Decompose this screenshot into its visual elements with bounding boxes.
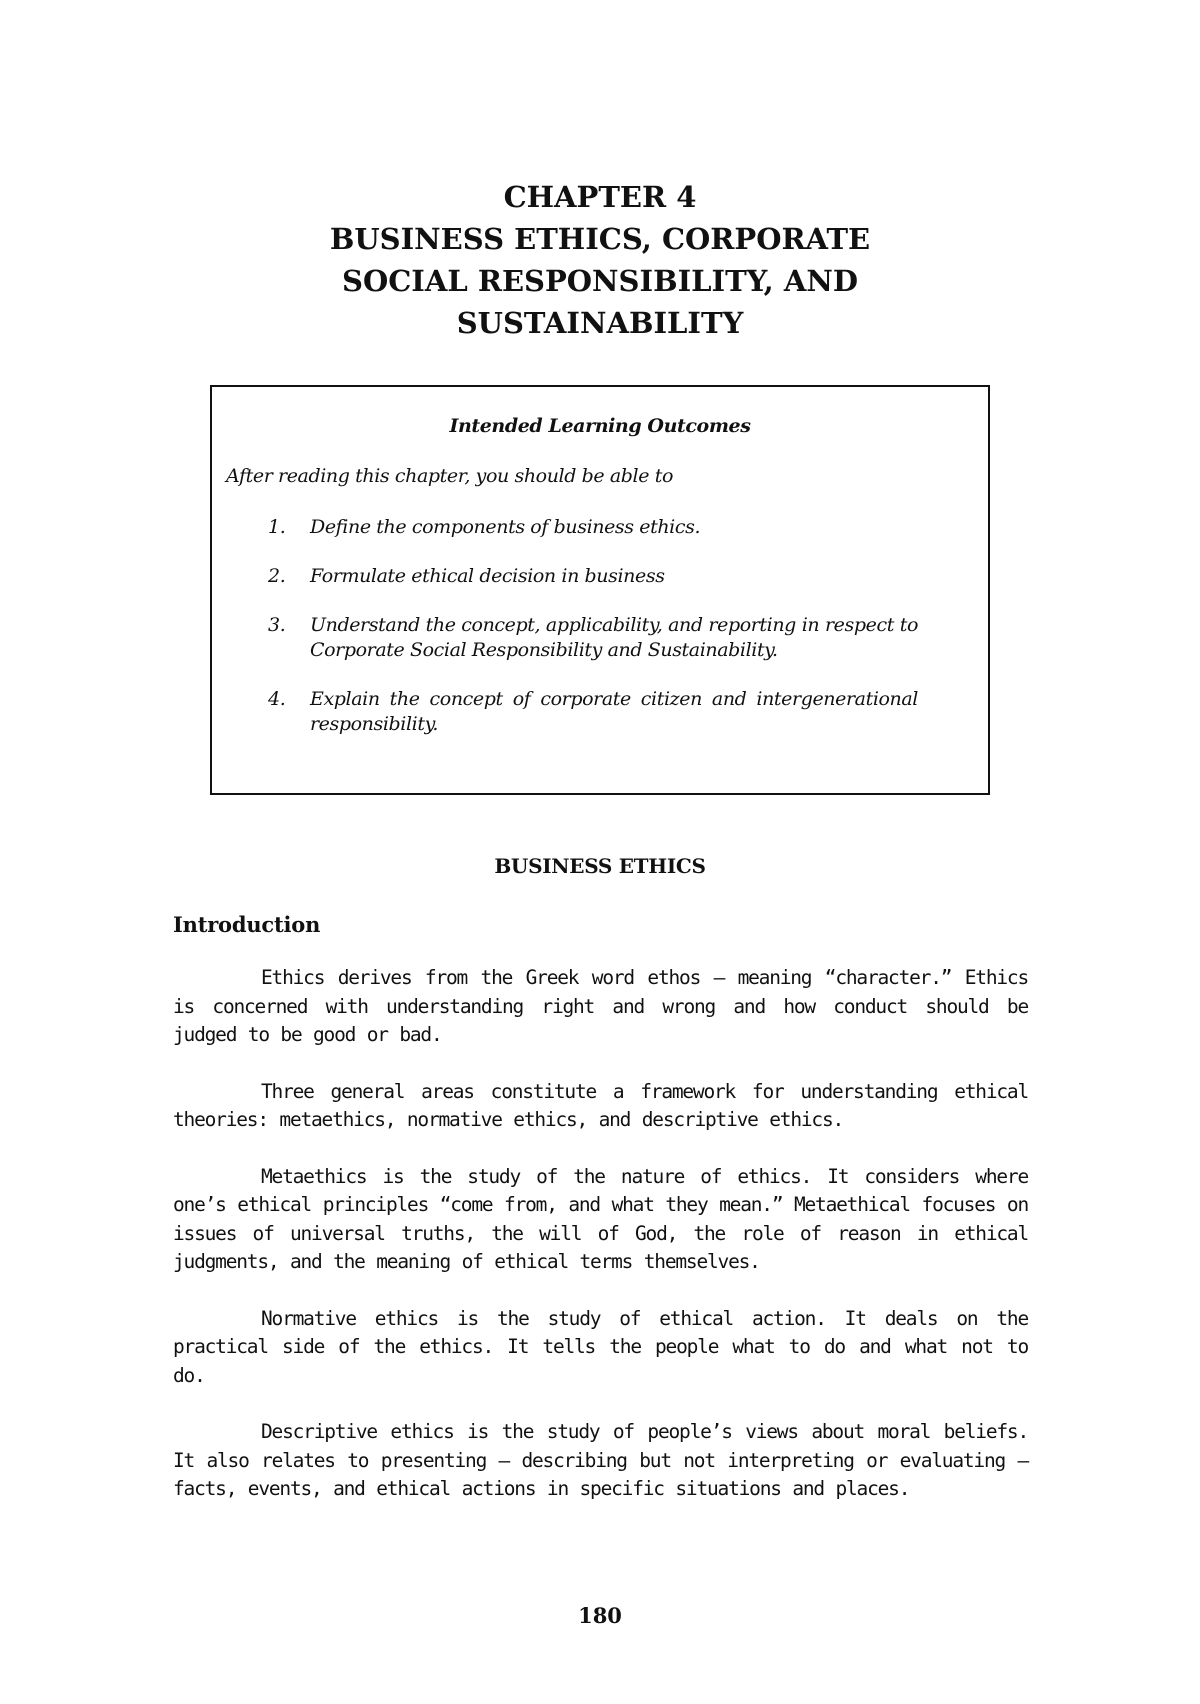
section-title: BUSINESS ETHICS — [494, 854, 706, 878]
learning-outcome-number: 4. — [268, 688, 286, 710]
learning-outcomes-box — [210, 385, 990, 795]
learning-outcome-number: 2. — [268, 565, 286, 587]
learning-outcomes-list — [268, 515, 918, 761]
learning-outcome-item — [268, 613, 918, 663]
learning-outcome-text: Formulate ethical decision in business — [310, 565, 665, 587]
chapter-title-line-3: SUSTAINABILITY — [456, 306, 744, 340]
chapter-number: CHAPTER 4 — [503, 180, 697, 214]
learning-outcomes-intro: After reading this chapter, you should be able to — [226, 465, 673, 487]
chapter-title — [170, 176, 1030, 344]
paragraph: Ethics derives from the Greek word ethos – meaning “character.” Ethics is concerned with understanding right and wrong and how conduct should be judged to be good or bad. — [173, 966, 1028, 1046]
section-subheading: Introduction — [173, 912, 321, 937]
learning-outcome-text: Define the components of business ethics. — [310, 516, 701, 538]
paragraph: Three general areas constitute a framework for understanding ethical theories: metaethics, normative ethics, and descriptive ethics. — [173, 1079, 1028, 1131]
chapter-title-line-1: BUSINESS ETHICS, CORPORATE — [329, 222, 871, 256]
paragraph: Normative ethics is the study of ethical action. It deals on the practical side of the ethics. It tells the people what to do and what not to do. — [173, 1306, 1028, 1387]
paragraph: Metaethics is the study of the nature of ethics. It considers where one’s ethical principles “come from, and what they mean.” Metaethical focuses on issues of universal truths, the will of God, the role of reason in ethical judgments, and the meaning of ethical terms themselves. — [173, 1164, 1028, 1273]
learning-outcomes-heading: Intended Learning Outcomes — [449, 415, 751, 437]
learning-outcome-item — [268, 564, 918, 589]
chapter-title-line-2: SOCIAL RESPONSIBILITY, AND — [342, 264, 858, 298]
body-text — [173, 964, 1028, 1532]
learning-outcome-item — [268, 687, 918, 737]
page-number: 180 — [578, 1603, 622, 1628]
learning-outcome-number: 3. — [268, 614, 286, 636]
learning-outcome-item — [268, 515, 918, 540]
learning-outcome-number: 1. — [268, 516, 286, 538]
paragraph: Descriptive ethics is the study of people’s views about moral beliefs. It also relates to presenting – describing but not interpreting or evaluating – facts, events, and ethical actions in specific situations and places. — [173, 1420, 1028, 1500]
learning-outcome-text: Understand the concept, applicability, and reporting in respect to Corporate Social Responsibility and Sustainability. — [310, 614, 918, 661]
learning-outcome-text: Explain the concept of corporate citizen and intergenerational responsibility. — [310, 688, 918, 735]
